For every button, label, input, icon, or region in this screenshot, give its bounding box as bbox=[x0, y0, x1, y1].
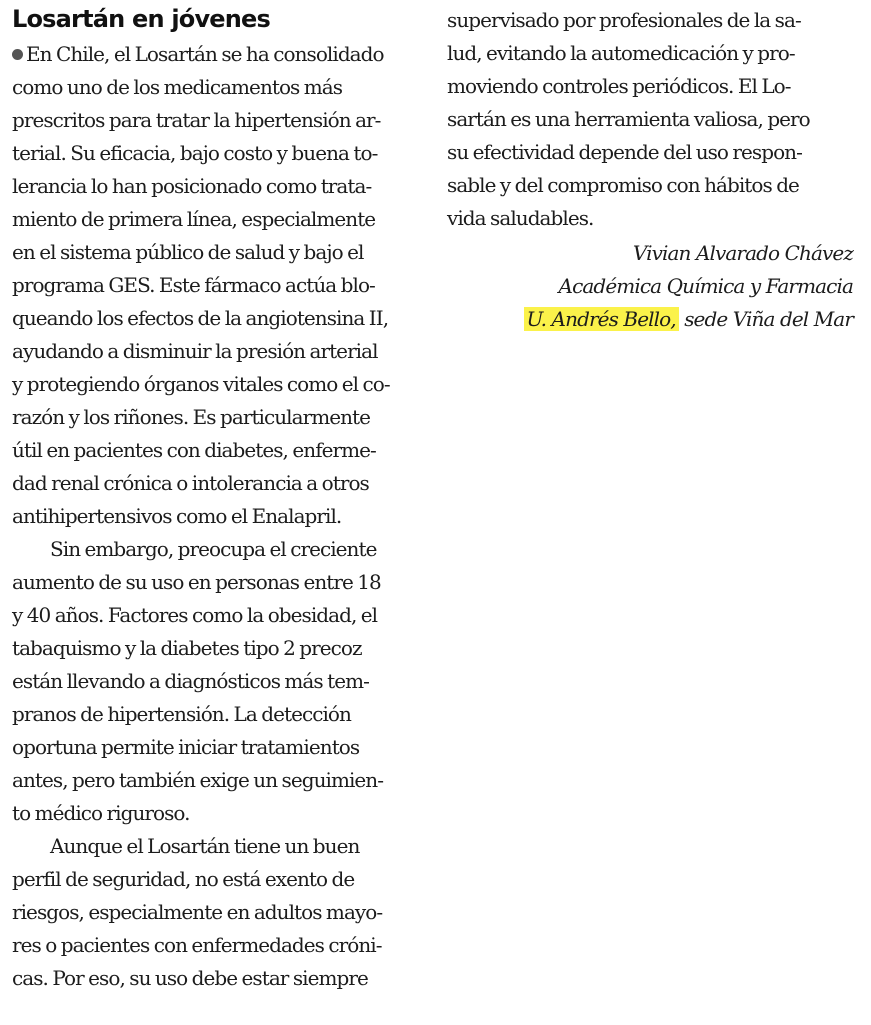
paragraph-3 bbox=[12, 830, 416, 995]
text-line: res o pacientes con enfermedades cróni- bbox=[12, 933, 382, 957]
author-name: Vivian Alvarado Chávez bbox=[632, 241, 853, 265]
right-column bbox=[447, 4, 853, 336]
paragraph-1 bbox=[12, 38, 416, 533]
text-line: lerancia lo han posicionado como trata- bbox=[12, 174, 372, 198]
paragraph-2 bbox=[12, 533, 416, 830]
text-line: to médico riguroso. bbox=[12, 801, 190, 825]
column-divider bbox=[430, 0, 431, 1025]
text-line: pranos de hipertensión. La detección bbox=[12, 702, 351, 726]
author-role: Académica Química y Farmacia bbox=[558, 274, 853, 298]
text-line: su efectividad depende del uso respon- bbox=[447, 140, 802, 164]
text-line: lud, evitando la automedicación y pro- bbox=[447, 41, 795, 65]
text-line: riesgos, especialmente en adultos mayo- bbox=[12, 900, 383, 924]
text-line: en el sistema público de salud y bajo el bbox=[12, 240, 364, 264]
headline: Losartán en jóvenes bbox=[12, 5, 271, 33]
text-line: están llevando a diagnósticos más tem- bbox=[12, 669, 369, 693]
bullet-icon bbox=[12, 49, 23, 60]
text-line: perfil de seguridad, no está exento de bbox=[12, 867, 355, 891]
left-column bbox=[12, 4, 416, 995]
text-line: programa GES. Este fármaco actúa blo- bbox=[12, 273, 375, 297]
text-line: y 40 años. Factores como la obesidad, el bbox=[12, 603, 378, 627]
text-line: aumento de su uso en personas entre 18 bbox=[12, 570, 381, 594]
text-line: antihipertensivos como el Enalapril. bbox=[12, 504, 342, 528]
text-line: sartán es una herramienta valiosa, pero bbox=[447, 107, 810, 131]
text-line: como uno de los medicamentos más bbox=[12, 75, 343, 99]
text-line: prescritos para tratar la hipertensión ar- bbox=[12, 108, 381, 132]
text-line: antes, pero también exige un seguimien- bbox=[12, 768, 384, 792]
text-line: supervisado por profesionales de la sa- bbox=[447, 8, 801, 32]
text-line: Sin embargo, preocupa el creciente bbox=[50, 537, 377, 561]
paragraph-3-continued bbox=[447, 4, 853, 235]
author-affiliation bbox=[447, 303, 853, 336]
author-signature bbox=[447, 237, 853, 336]
text-line: terial. Su eficacia, bajo costo y buena to- bbox=[12, 141, 378, 165]
text-line: sable y del compromiso con hábitos de bbox=[447, 173, 799, 197]
text-line: cas. Por eso, su uso debe estar siempre bbox=[12, 966, 368, 990]
text-line: En Chile, el Losartán se ha consolidado bbox=[12, 38, 416, 71]
text-line: oportuna permite iniciar tratamientos bbox=[12, 735, 360, 759]
text-line: queando los efectos de la angiotensina II, bbox=[12, 306, 389, 330]
text-line: moviendo controles periódicos. El Lo- bbox=[447, 74, 791, 98]
text-line: útil en pacientes con diabetes, enferme- bbox=[12, 438, 376, 462]
text-line: razón y los riñones. Es particularmente bbox=[12, 405, 370, 429]
text-line: vida saludables. bbox=[447, 206, 594, 230]
highlighted-institution: U. Andrés Bello, bbox=[524, 307, 679, 331]
text-line: tabaquismo y la diabetes tipo 2 precoz bbox=[12, 636, 362, 660]
text-line: ayudando a disminuir la presión arterial bbox=[12, 339, 378, 363]
text-line: Aunque el Losartán tiene un buen bbox=[50, 834, 360, 858]
author-campus: sede Viña del Mar bbox=[678, 307, 853, 331]
text-line: miento de primera línea, especialmente bbox=[12, 207, 376, 231]
text-line: y protegiendo órganos vitales como el co- bbox=[12, 372, 390, 396]
text-line: dad renal crónica o intolerancia a otros bbox=[12, 471, 369, 495]
